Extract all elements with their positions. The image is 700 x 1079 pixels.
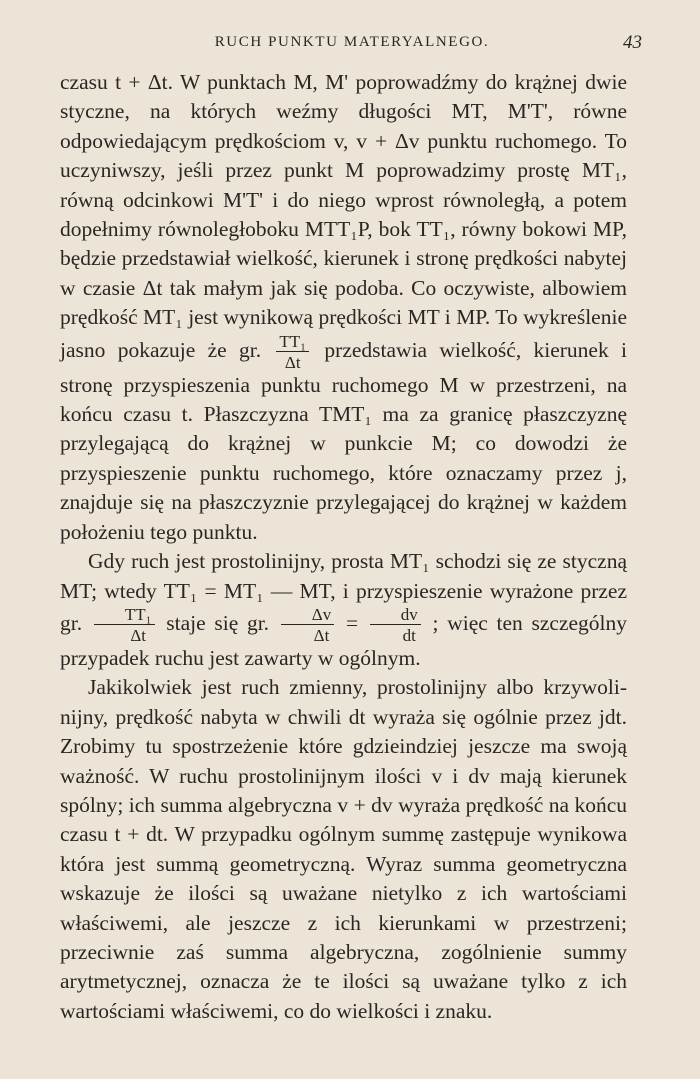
header-title: RUCH PUNKTU MATERYALNEGO. [214, 34, 490, 50]
fraction-numerator: dv [370, 606, 421, 625]
fraction-denominator: Δt [284, 352, 301, 372]
fraction-denominator: Δt [130, 625, 146, 645]
fraction-denominator: Δt [313, 625, 330, 645]
paragraph-2-part-1: Gdy ruch jest prostolinijny, prosta MT₁ schodzi się ze styczną MT; wtedy TT₁ = MT₁ — MT, i przyspieszenie wyrażone przez gr. [60, 549, 627, 635]
page-number: 43 [623, 32, 642, 53]
paragraph-1-part-1: czasu t + Δt. W punktach M, M' poprowadźmy do krążnej dwie styczne, na których weźmy długości MT, M'T', równe odpowiedającym prędkościom v, v + Δv punktu ruchomego. To uczyniwszy, jeśli przez punkt M poprowadzimy prostę MT₁, równą odcinkowi M'T' i do niego wprost równoległą, a potem dopełnimy równoległoboku MTT₁P, bok TT₁, równy bokowi MP, będzie przedstawiał wielkość, kierunek i stronę prędkości nabytej w czasie Δt tak małym jak się podoba. Co oczywiste, albowiem prędkość MT₁ jest wynikową prędkości MT i MP. To wykreślenie jasno pokazuje że gr. [60, 70, 627, 362]
paragraph-2-part-3: ; więc ten szczególny przypadek ruchu jest zawarty w ogólnym. [60, 610, 627, 670]
paragraph-1 [60, 68, 627, 547]
fraction [94, 606, 155, 644]
fraction [276, 333, 309, 371]
fraction-numerator: TT₁ [276, 333, 309, 352]
paragraph-2-part-2: staje się gr. [166, 610, 270, 635]
fraction [370, 606, 421, 644]
running-header [62, 34, 642, 58]
fraction [281, 606, 334, 644]
paragraph-3: Jakikolwiek jest ruch zmienny, prostolinijny albo krzywolinijny, prędkość nabyta w chwili dt wyraża się ogólnie przez jdt. Zrobimy tu spostrzeżenie które gdzieindziej jeszcze ma swoją ważność. W ruchu prostolinijnym ilości v i dv mają kierunek spólny; ich summa algebryczna v + dv wyraża prędkość na końcu czasu t + dt. W przypadku ogólnym summę zastępuje wynikowa która jest summą geometryczną. Wyraz summa geometryczna wskazuje że ilości są uważane nietylko z ich wartościami właściwemi, ale jeszcze z ich kierunkami w przestrzeni; przeciwnie zaś summa algebryczna, zogólnienie summy arytmetycznej, oznacza że te ilości są uważane tylko z ich wartościami właściwemi, co do wielkości i znaku. [60, 675, 627, 1023]
paragraph-2 [60, 547, 627, 673]
fraction-denominator: dt [402, 625, 416, 645]
fraction-numerator: Δv [281, 606, 334, 625]
body-text [60, 68, 627, 1026]
equals-sign: = [345, 610, 359, 635]
paragraph-1-part-2: przedstawia wielkość, kierunek i stronę przyspieszenia punktu ruchomego M w przestrzeni, na końcu czasu t. Płaszczyzna TMT₁ ma za granicę płaszczyznę przylegającą do krążnej w punkcie M; co dowodzi że przyspieszenie punktu ruchomego, które oznaczamy przez j, znajduje się na płaszczyznie przylegającej do krążnej w każdem położeniu tego punktu. [60, 337, 628, 544]
fraction-numerator: TT₁ [94, 606, 155, 625]
